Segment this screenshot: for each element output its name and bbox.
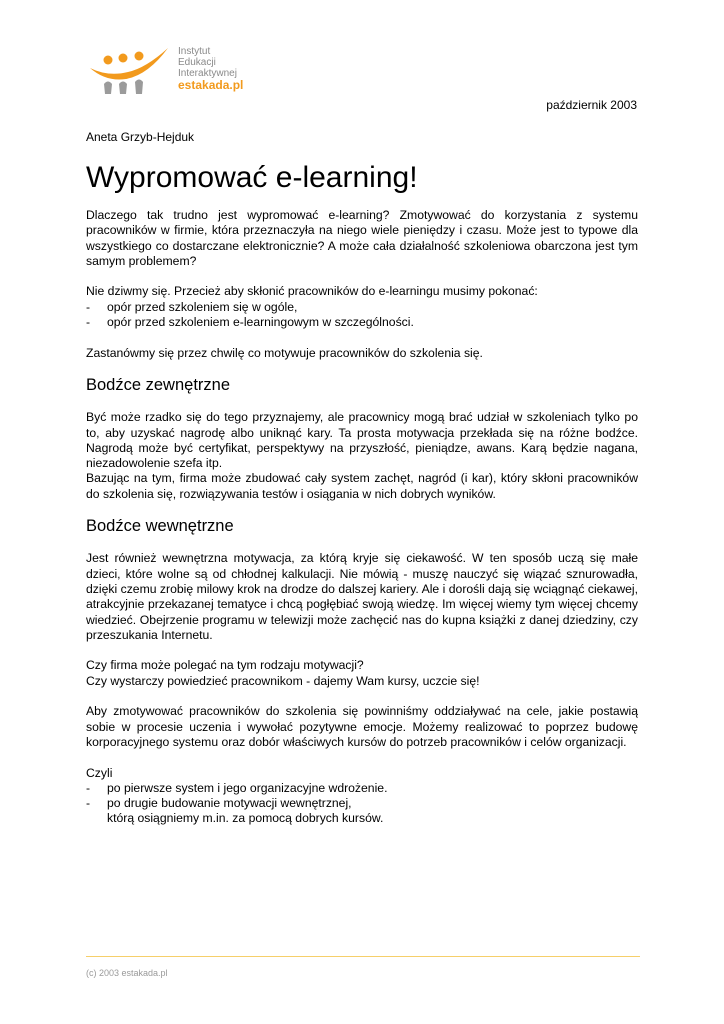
list-item: - opór przed szkoleniem się w ogóle, xyxy=(86,299,298,314)
list-item-text: opór przed szkoleniem e-learningowym w szczególności. xyxy=(107,315,414,330)
footer-divider xyxy=(86,956,640,957)
author-name: Aneta Grzyb-Hejduk xyxy=(86,130,195,144)
internal-paragraph-1: Jest również wewnętrzna motywacja, za którą kryje się ciekawość. W ten sposób uczą się małe dzieci, które wolne są od chłodnej kalkulacji. Nie mówią - muszę nauczyć się wiązać sznurowadła, dzięki czemu zrobię milowy krok na drodze do dalszej kariery. Ale i dorośli dają się wciągnąć ciekawej, atrakcyjnie przekazanej tematyce i chcą pogłębiać swoją wiedzę. Im więcej wiemy tym więcej chcemy wiedzieć. Obejrzenie programu w telewizji może zachęcić nas do kupna książki z danej dziedziny, czy przeszukania Internetu. xyxy=(86,551,638,642)
logo-brand: estakada.pl xyxy=(178,78,244,92)
intro-paragraph-3: Zastanówmy się przez chwilę co motywuje pracowników do szkolenia się. xyxy=(86,345,483,360)
obstacles-list xyxy=(86,300,638,331)
question-2: Czy wystarczy powiedzieć pracownikom - dajemy Wam kursy, uczcie się! xyxy=(86,673,480,688)
list-item-text: opór przed szkoleniem się w ogóle, xyxy=(107,299,298,314)
intro-paragraph-1: Dlaczego tak trudno jest wypromować e-learning? Zmotywować do korzystania z systemu pracowników w firmie, która przeznaczyła na niego wiele pieniędzy i czasu. Może jest to typowe dla wszystkiego co dostarczane elektronicznie? A może cała działalność szkoleniowa obarczona jest tym samym problemem? xyxy=(86,208,638,268)
section-heading-external: Bodźce zewnętrzne xyxy=(86,376,230,395)
logo-line-1: Instytut xyxy=(178,46,211,57)
people-logo-icon xyxy=(86,44,174,100)
conclusion-intro: Czyli xyxy=(86,765,113,780)
question-1: Czy firma może polegać na tym rodzaju motywacji? xyxy=(86,658,364,673)
list-item-text: po drugie budowanie motywacji wewnętrznej, xyxy=(107,796,352,811)
article-body xyxy=(86,208,638,842)
page-title: Wypromować e-learning! xyxy=(86,161,418,194)
logo-line-2: Edukacji xyxy=(178,57,216,68)
list-item: - po drugie budowanie motywacji wewnętrznej, którą osiągniemy m.in. za pomocą dobrych kursów. xyxy=(86,796,638,827)
internal-paragraph-2: Aby zmotywować pracowników do szkolenia się powinniśmy oddziaływać na cele, jakie postawią sobie w procesie uczenia i wywołać pozytywne emocje. Możemy realizować to poprzez budowę korporacyjnego systemu oraz dobór właściwych kursów do potrzeb pracowników i celów organizacji. xyxy=(86,704,638,749)
list-item: - po pierwsze system i jego organizacyjne wdrożenie. xyxy=(86,780,388,795)
external-paragraph-2: Bazując na tym, firma może zbudować cały system zachęt, nagród (i kar), który skłoni pracowników do szkolenia się, rozwiązywania testów i osiągania w nich dobrych wyników. xyxy=(86,471,638,501)
logo-line-3: Interaktywnej xyxy=(178,68,237,79)
external-paragraph-1: Być może rzadko się do tego przyznajemy, ale pracownicy mogą brać udział w szkoleniach tylko po to, aby uzyskać nagrodę albo uniknąć kary. Ta prosta motywacja przekłada się na różne bodźce. Nagrodą może być certyfikat, perspektywy na przyszłość, pieniądze, awans. Karą będzie nagana, niezadowolenie szefa itp. xyxy=(86,410,638,471)
logo xyxy=(86,44,256,100)
list-item: - opór przed szkoleniem e-learningowym w szczególności. xyxy=(86,315,414,330)
section-heading-internal: Bodźce wewnętrzne xyxy=(86,517,234,536)
list-item-continuation: którą osiągniemy m.in. za pomocą dobrych kursów. xyxy=(107,811,384,826)
list-item-text: po pierwsze system i jego organizacyjne wdrożenie. xyxy=(107,780,388,795)
document-date: październik 2003 xyxy=(546,98,637,112)
conclusion-list xyxy=(86,781,638,827)
intro-paragraph-2: Nie dziwmy się. Przecież aby skłonić pracowników do e-learningu musimy pokonać: xyxy=(86,284,538,299)
logo-text xyxy=(178,46,243,92)
footer-copyright: (c) 2003 estakada.pl xyxy=(86,968,168,978)
